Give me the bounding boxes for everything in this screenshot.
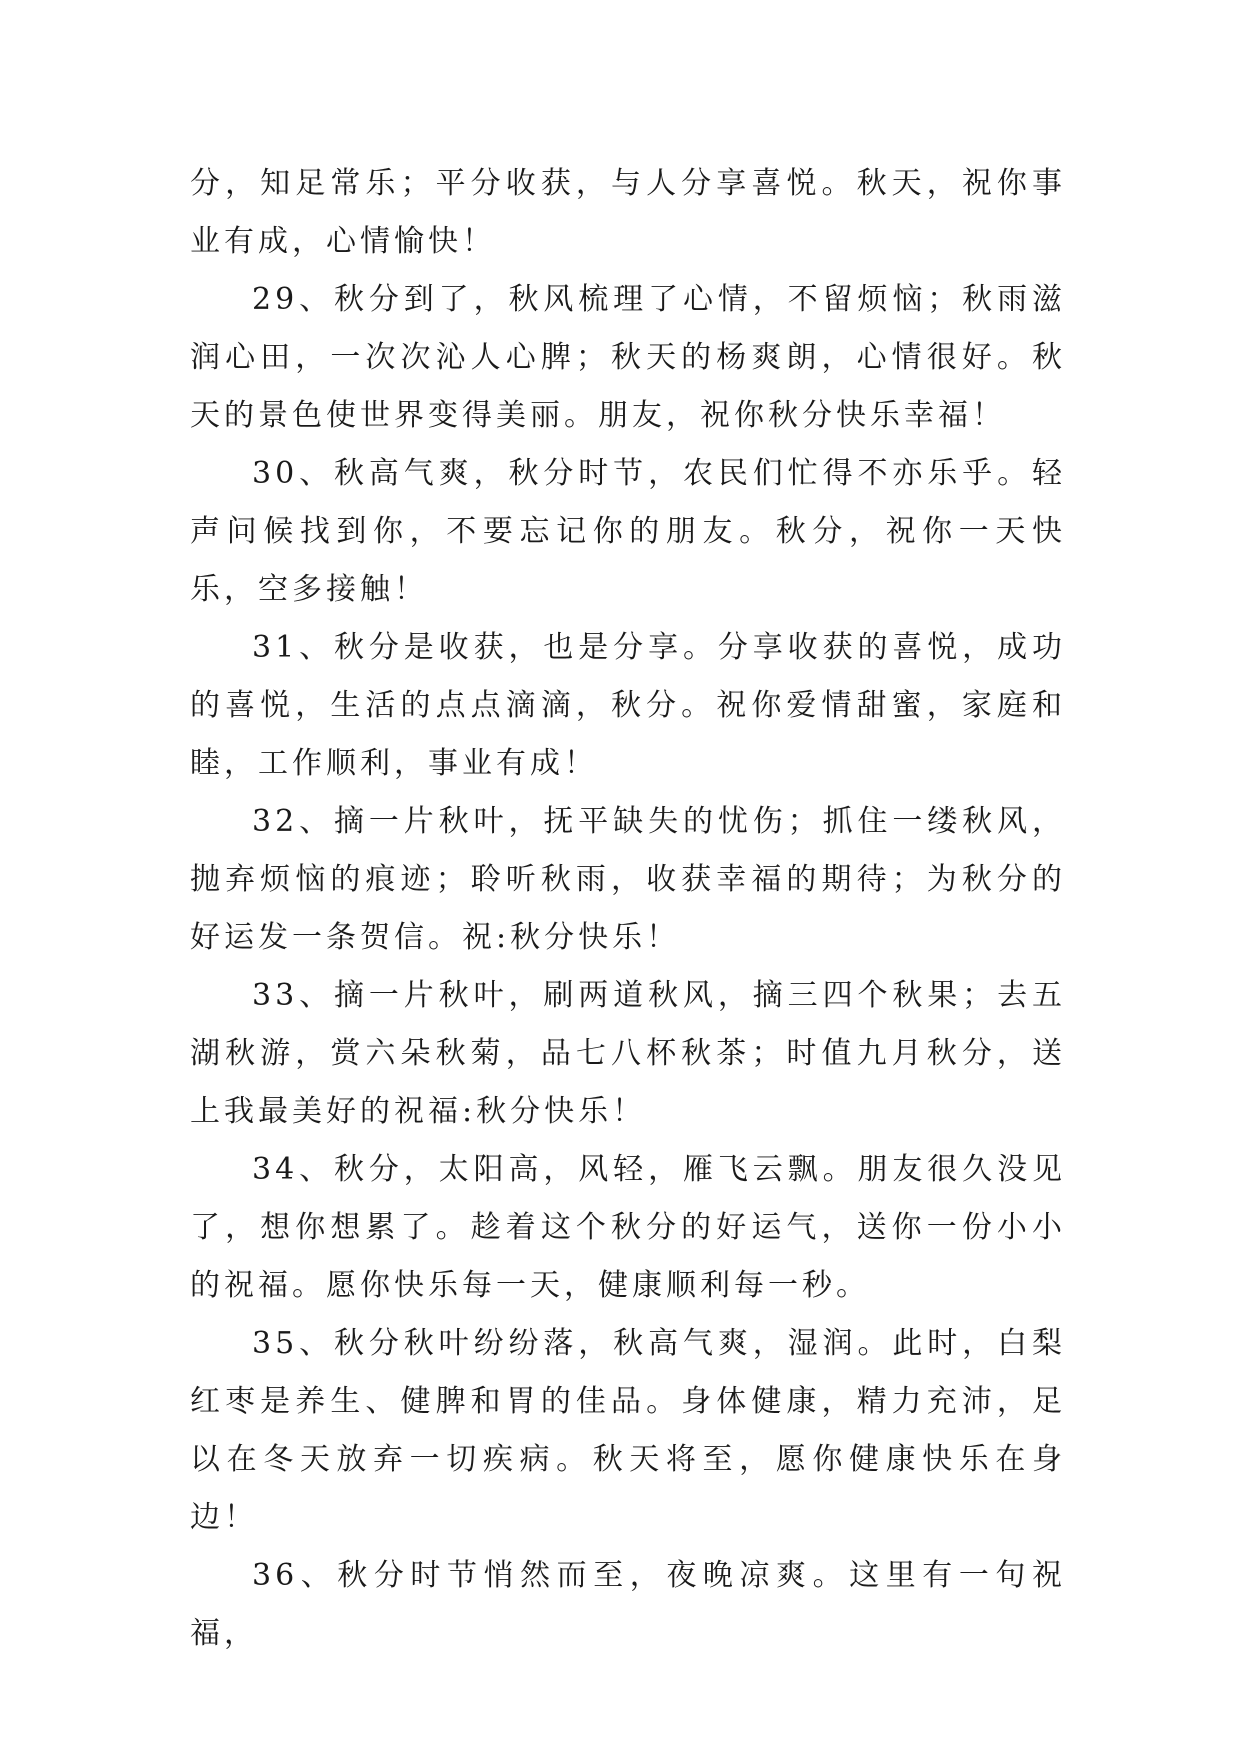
paragraph-33: 33、摘一片秋叶，刷两道秋风，摘三四个秋果；去五湖秋游，赏六朵秋菊，品七八杯秋茶；时值九月秋分，送上我最美好的祝福:秋分快乐！ [190, 978, 1066, 1129]
paragraph-32: 32、摘一片秋叶，抚平缺失的忧伤；抓住一缕秋风，抛弃烦恼的痕迹；聆听秋雨，收获幸福的期待；为秋分的好运发一条贺信。祝:秋分快乐！ [190, 804, 1066, 955]
paragraph-continued: 分，知足常乐；平分收获，与人分享喜悦。秋天，祝你事业有成，心情愉快！ [190, 166, 1066, 259]
paragraph-36: 36、秋分时节悄然而至，夜晚凉爽。这里有一句祝福， [190, 1558, 1066, 1651]
paragraph-29: 29、秋分到了，秋风梳理了心情，不留烦恼；秋雨滋润心田，一次次沁人心脾；秋天的杨爽朗，心情很好。秋天的景色使世界变得美丽。朋友，祝你秋分快乐幸福！ [190, 282, 1066, 433]
document-body [190, 155, 1066, 1663]
paragraph-31: 31、秋分是收获，也是分享。分享收获的喜悦，成功的喜悦，生活的点点滴滴，秋分。祝你爱情甜蜜，家庭和睦，工作顺利，事业有成！ [190, 630, 1066, 781]
paragraph-35: 35、秋分秋叶纷纷落，秋高气爽，湿润。此时，白梨红枣是养生、健脾和胃的佳品。身体健康，精力充沛，足以在冬天放弃一切疾病。秋天将至，愿你健康快乐在身边！ [190, 1326, 1066, 1535]
paragraph-30: 30、秋高气爽，秋分时节，农民们忙得不亦乐乎。轻声问候找到你，不要忘记你的朋友。秋分，祝你一天快乐，空多接触！ [190, 456, 1066, 607]
paragraph-34: 34、秋分，太阳高，风轻，雁飞云飘。朋友很久没见了，想你想累了。趁着这个秋分的好运气，送你一份小小的祝福。愿你快乐每一天，健康顺利每一秒。 [190, 1152, 1066, 1303]
